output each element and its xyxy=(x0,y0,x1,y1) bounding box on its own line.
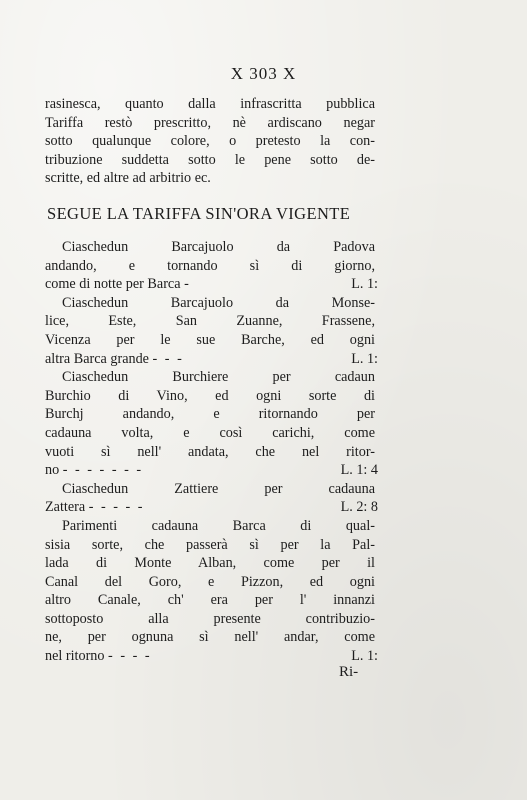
entry-text: altra Barca grande xyxy=(45,350,149,367)
entry-text: come di notte per Barca xyxy=(45,276,181,293)
intro-paragraph xyxy=(45,95,375,188)
tariff-amount: L. 2: 8 xyxy=(340,499,378,516)
leader-dashes: - - - xyxy=(152,350,184,367)
entry-last-line xyxy=(45,461,378,480)
entry-line: Ciaschedun Burchiere per cadaun xyxy=(62,369,375,386)
entry-text: Zattera xyxy=(45,499,86,516)
entry-line: Burchio di Vino, ed ogni sorte di xyxy=(45,387,375,404)
entry-line: altro Canale, ch' era per l' innanzi xyxy=(45,592,375,609)
tariff-amount: L. 1: xyxy=(351,276,378,293)
entry-line: Ciaschedun Barcajuolo da Padova xyxy=(62,239,375,255)
entry-text: nel ritorno xyxy=(45,648,105,665)
entry-text: no xyxy=(45,462,60,479)
intro-line: Tariffa restò prescritto, nè ardiscano negar xyxy=(45,114,375,131)
entry-line: ne, per ognuna sì nell' andar, come xyxy=(45,629,375,646)
intro-line: tribuzione suddetta sotto le pene sotto de- xyxy=(45,151,375,168)
leader-dashes: - - - - - - - xyxy=(62,462,144,479)
entry-line: Ciaschedun Barcajuolo da Monse- xyxy=(62,294,375,311)
leader-dashes: - - - - xyxy=(108,648,152,665)
entry-last-line xyxy=(45,275,378,294)
intro-line: scritte, ed altre ad arbitrio ec. xyxy=(45,170,211,187)
entry-line: cadauna volta, e così carichi, come xyxy=(45,424,375,441)
entry-last-line xyxy=(45,498,378,517)
entry-last-line xyxy=(45,647,378,666)
section-heading: SEGUE LA TARIFFA SIN'ORA VIGENTE xyxy=(47,204,351,223)
entry-last-line xyxy=(45,350,378,369)
entry-line: lada di Monte Alban, come per il xyxy=(45,555,375,572)
page-number: X 303 X xyxy=(230,64,297,83)
entry-line: Vicenza per le sue Barche, ed ogni xyxy=(45,331,375,348)
tariff-amount: L. 1: xyxy=(351,648,378,665)
tariff-list xyxy=(45,238,378,666)
entry-line: Burchj andando, e ritornando per xyxy=(45,406,375,423)
leader-dashes: - - - - - xyxy=(88,499,145,516)
tariff-amount: L. 1: xyxy=(351,350,378,367)
tariff-amount: L. 1: 4 xyxy=(340,462,378,479)
entry-line: Canal del Goro, e Pizzon, ed ogni xyxy=(45,573,375,590)
entry-line: Ciaschedun Zattiere per cadauna xyxy=(62,480,375,497)
entry-line: Parimenti cadauna Barca di qual- xyxy=(62,517,375,534)
leader-dashes: - xyxy=(184,276,191,293)
entry-line: sottoposto alla presente contribuzio- xyxy=(45,610,375,627)
catchword: Ri- xyxy=(339,664,359,680)
intro-line: rasinesca, quanto dalla infrascritta pubblica xyxy=(45,96,375,112)
entry-line: vuoti sì nell' andata, che nel ritor- xyxy=(45,443,375,460)
entry-line: sisia sorte, che passerà sì per la Pal- xyxy=(45,536,375,553)
entry-line: andando, e tornando sì di giorno, xyxy=(45,257,375,274)
entry-line: lice, Este, San Zuanne, Frassene, xyxy=(45,313,375,330)
intro-line: sotto qualunque colore, o pretesto la con- xyxy=(45,133,375,150)
